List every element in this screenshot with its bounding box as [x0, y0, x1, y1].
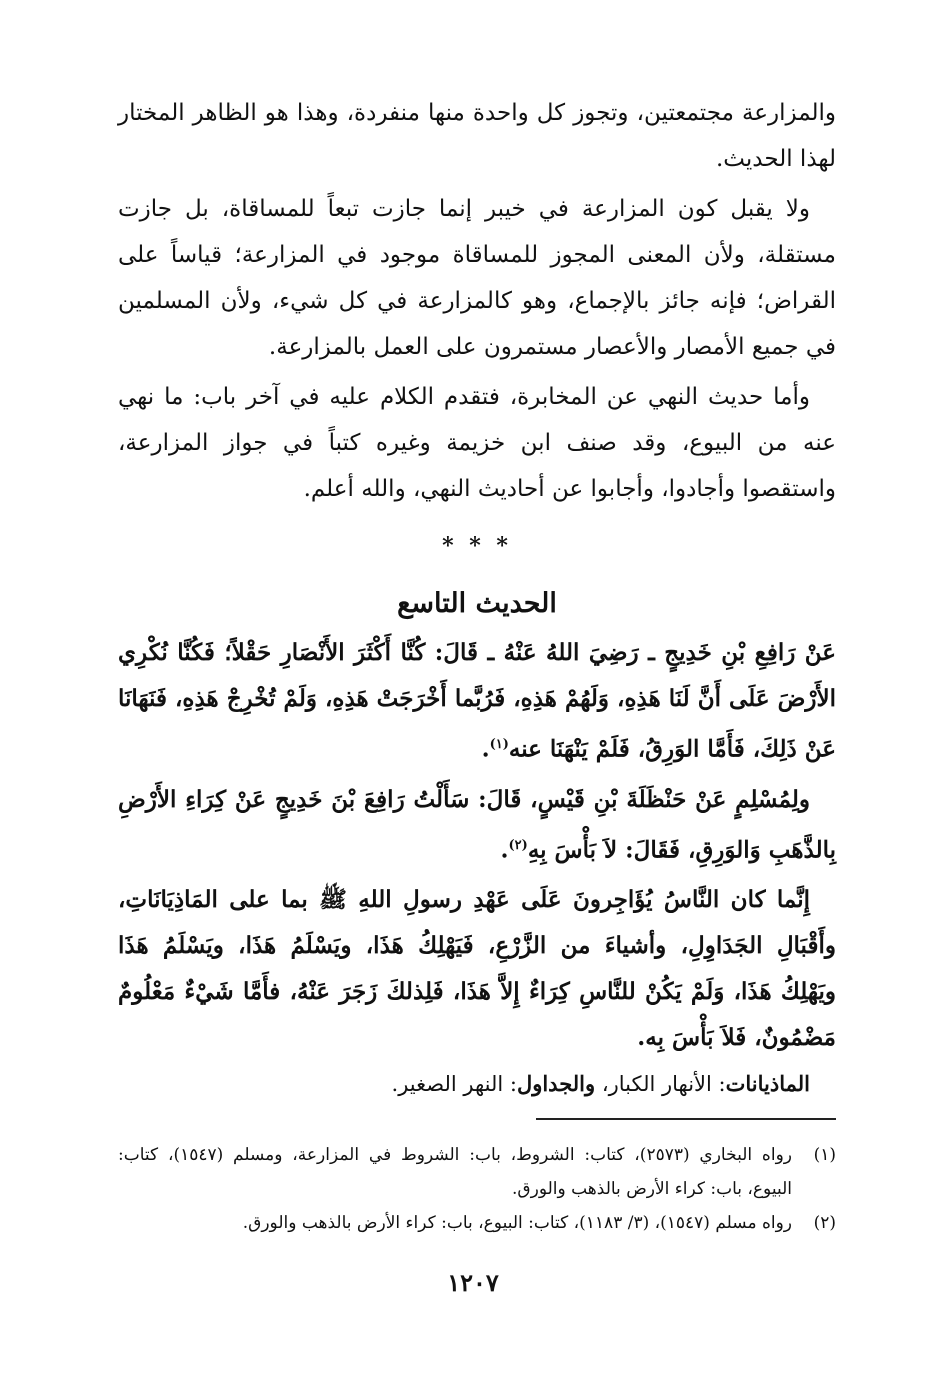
footnote-ref-1: (١): [489, 737, 509, 752]
footnote-2: [118, 1206, 836, 1240]
footnote-2-text: رواه مسلم (١٥٤٧)، (٣/ ١١٨٣)، كتاب: البيوع، باب: كراء الأرض بالذهب والورق.: [242, 1213, 792, 1233]
def-term-madhiyanat: الماذيانات: [725, 1071, 810, 1097]
paragraph-2: ولا يقبل كون المزارعة في خيبر إنما جازت تبعاً للمساقاة، بل جازت مستقلة، ولأن المعنى المجوز للمساقاة موجود في المزارعة؛ قياساً على القراض؛ فإنه جائز بالإجماع، وهو كالمزارعة في كل شيء، ولأن المسلمين في جميع الأمصار والأعصار مستمرون على العمل بالمزارعة.: [118, 196, 836, 360]
footnote-2-number: (٢): [813, 1213, 836, 1233]
section-separator: * * *: [442, 533, 512, 559]
page-number: ١٢٠٧: [447, 1268, 499, 1297]
paragraph-1: والمزارعة مجتمعتين، وتجوز كل واحدة منها منفردة، وهذا هو الظاهر المختار لهذا الحديث.: [118, 100, 836, 172]
footnote-1-number: (١): [813, 1145, 836, 1165]
def-term-jadawil: والجداول: [516, 1071, 596, 1097]
paragraph-3: وأما حديث النهي عن المخابرة، فتقدم الكلام عليه في آخر باب: ما نهي عنه من البيوع، وقد صنف ابن خزيمة وغيره كتباً في جواز المزارعة، واستقصوا وأجادوا، وأجابوا عن أحاديث النهي، والله أعلم.: [118, 384, 836, 502]
footnote-ref-2: (٢): [508, 837, 528, 853]
footnote-divider: [536, 1118, 836, 1120]
hadith-text-2-body: ولِمُسْلِمٍ عَنْ حَنْظَلَةَ بْنِ قَيْسٍ، قَالَ: سَأَلْتُ رَافِعَ بْنَ خَدِيجٍ عَنْ كِرَاءِ الأَرْضِ بِالذَّهَبِ وَالوَرِقِ، فَقَالَ: لاَ بَأْسَ بِهِ: [118, 785, 836, 864]
hadith-text-1: عَنْ رَافِعِ بْنِ خَدِيجٍ ـ رَضِيَ اللهُ عَنْهُ ـ قَالَ: كُنَّا أَكْثَرَ الأَنْصَارِ حَقْلاً؛ فَكُنَّا نُكْرِي الأَرْضَ عَلَى أَنَّ لَنَا هَذِهِ، وَلَهُمْ هَذِهِ، فَرُبَّما أَخْرَجَتْ هَذِهِ، وَلَمْ تُخْرِجْ هَذِهِ، فَنَهَانَا عَنْ ذَلِكَ، فَأَمَّا الوَرِقُ، فَلَمْ يَنْهَنَا عنه$^{(١)}$.: [118, 639, 836, 763]
footnotes: [118, 1138, 836, 1240]
def-value-jadawil: : النهر الصغير.: [391, 1072, 517, 1097]
hadith-text-2: ولِمُسْلِمٍ عَنْ حَنْظَلَةَ بْنِ قَيْسٍ، قَالَ: سَأَلْتُ رَافِعَ بْنَ خَدِيجٍ عَنْ كِرَاءِ الأَرْضِ بِالذَّهَبِ وَالوَرِقِ، فَقَالَ: لاَ بَأْسَ بِهِ$^{(٢)}$.: [118, 785, 836, 864]
hadith-heading: الحديث التاسع: [397, 588, 557, 619]
footnote-1: [118, 1138, 836, 1206]
hadith-text-1-body: عَنْ رَافِعِ بْنِ خَدِيجٍ ـ رَضِيَ اللهُ عَنْهُ ـ قَالَ: كُنَّا أَكْثَرَ الأَنْصَارِ حَقْلاً؛ فَكُنَّا نُكْرِي الأَرْضَ عَلَى أَنَّ لَنَا هَذِهِ، وَلَهُمْ هَذِهِ، فَرُبَّما أَخْرَجَتْ هَذِهِ، وَلَمْ تُخْرِجْ هَذِهِ، فَنَهَانَا عَنْ ذَلِكَ، فَأَمَّا الوَرِقُ، فَلَمْ يَنْهَنَا عنه: [118, 639, 836, 763]
definitions-line: [118, 1061, 836, 1107]
def-value-madhiyanat: : الأنهار الكبار،: [595, 1072, 726, 1097]
footnote-1-text: رواه البخاري (٢٥٧٣)، كتاب: الشروط، باب: الشروط في المزارعة، ومسلم (١٥٤٧)، كتاب: البيوع، باب: كراء الأرض بالذهب والورق.: [118, 1145, 792, 1199]
page-body: [118, 90, 836, 1107]
hadith-text-3: إِنَّما كان النَّاسُ يُؤَاجِرونَ عَلَى عَهْدِ رسولِ اللهِ ﷺ بما على المَاذِيَانَاتِ، وأَقْبَالِ الجَدَاوِلِ، وأشياءَ من الزَّرْعِ، فَيَهْلِكُ هَذَا، ويَسْلَمُ هَذَا، ويَسْلَمُ هَذَا ويَهْلِكُ هَذَا، وَلَمْ يَكُنْ للنَّاسِ كِرَاءٌ إِلاَّ هَذَا، فَلِذلكَ زَجَرَ عَنْهُ، فأَمَّا شَيْءٌ مَعْلُومٌ مَضْمُونٌ، فَلاَ بَأْسَ بِه.: [118, 886, 836, 1052]
